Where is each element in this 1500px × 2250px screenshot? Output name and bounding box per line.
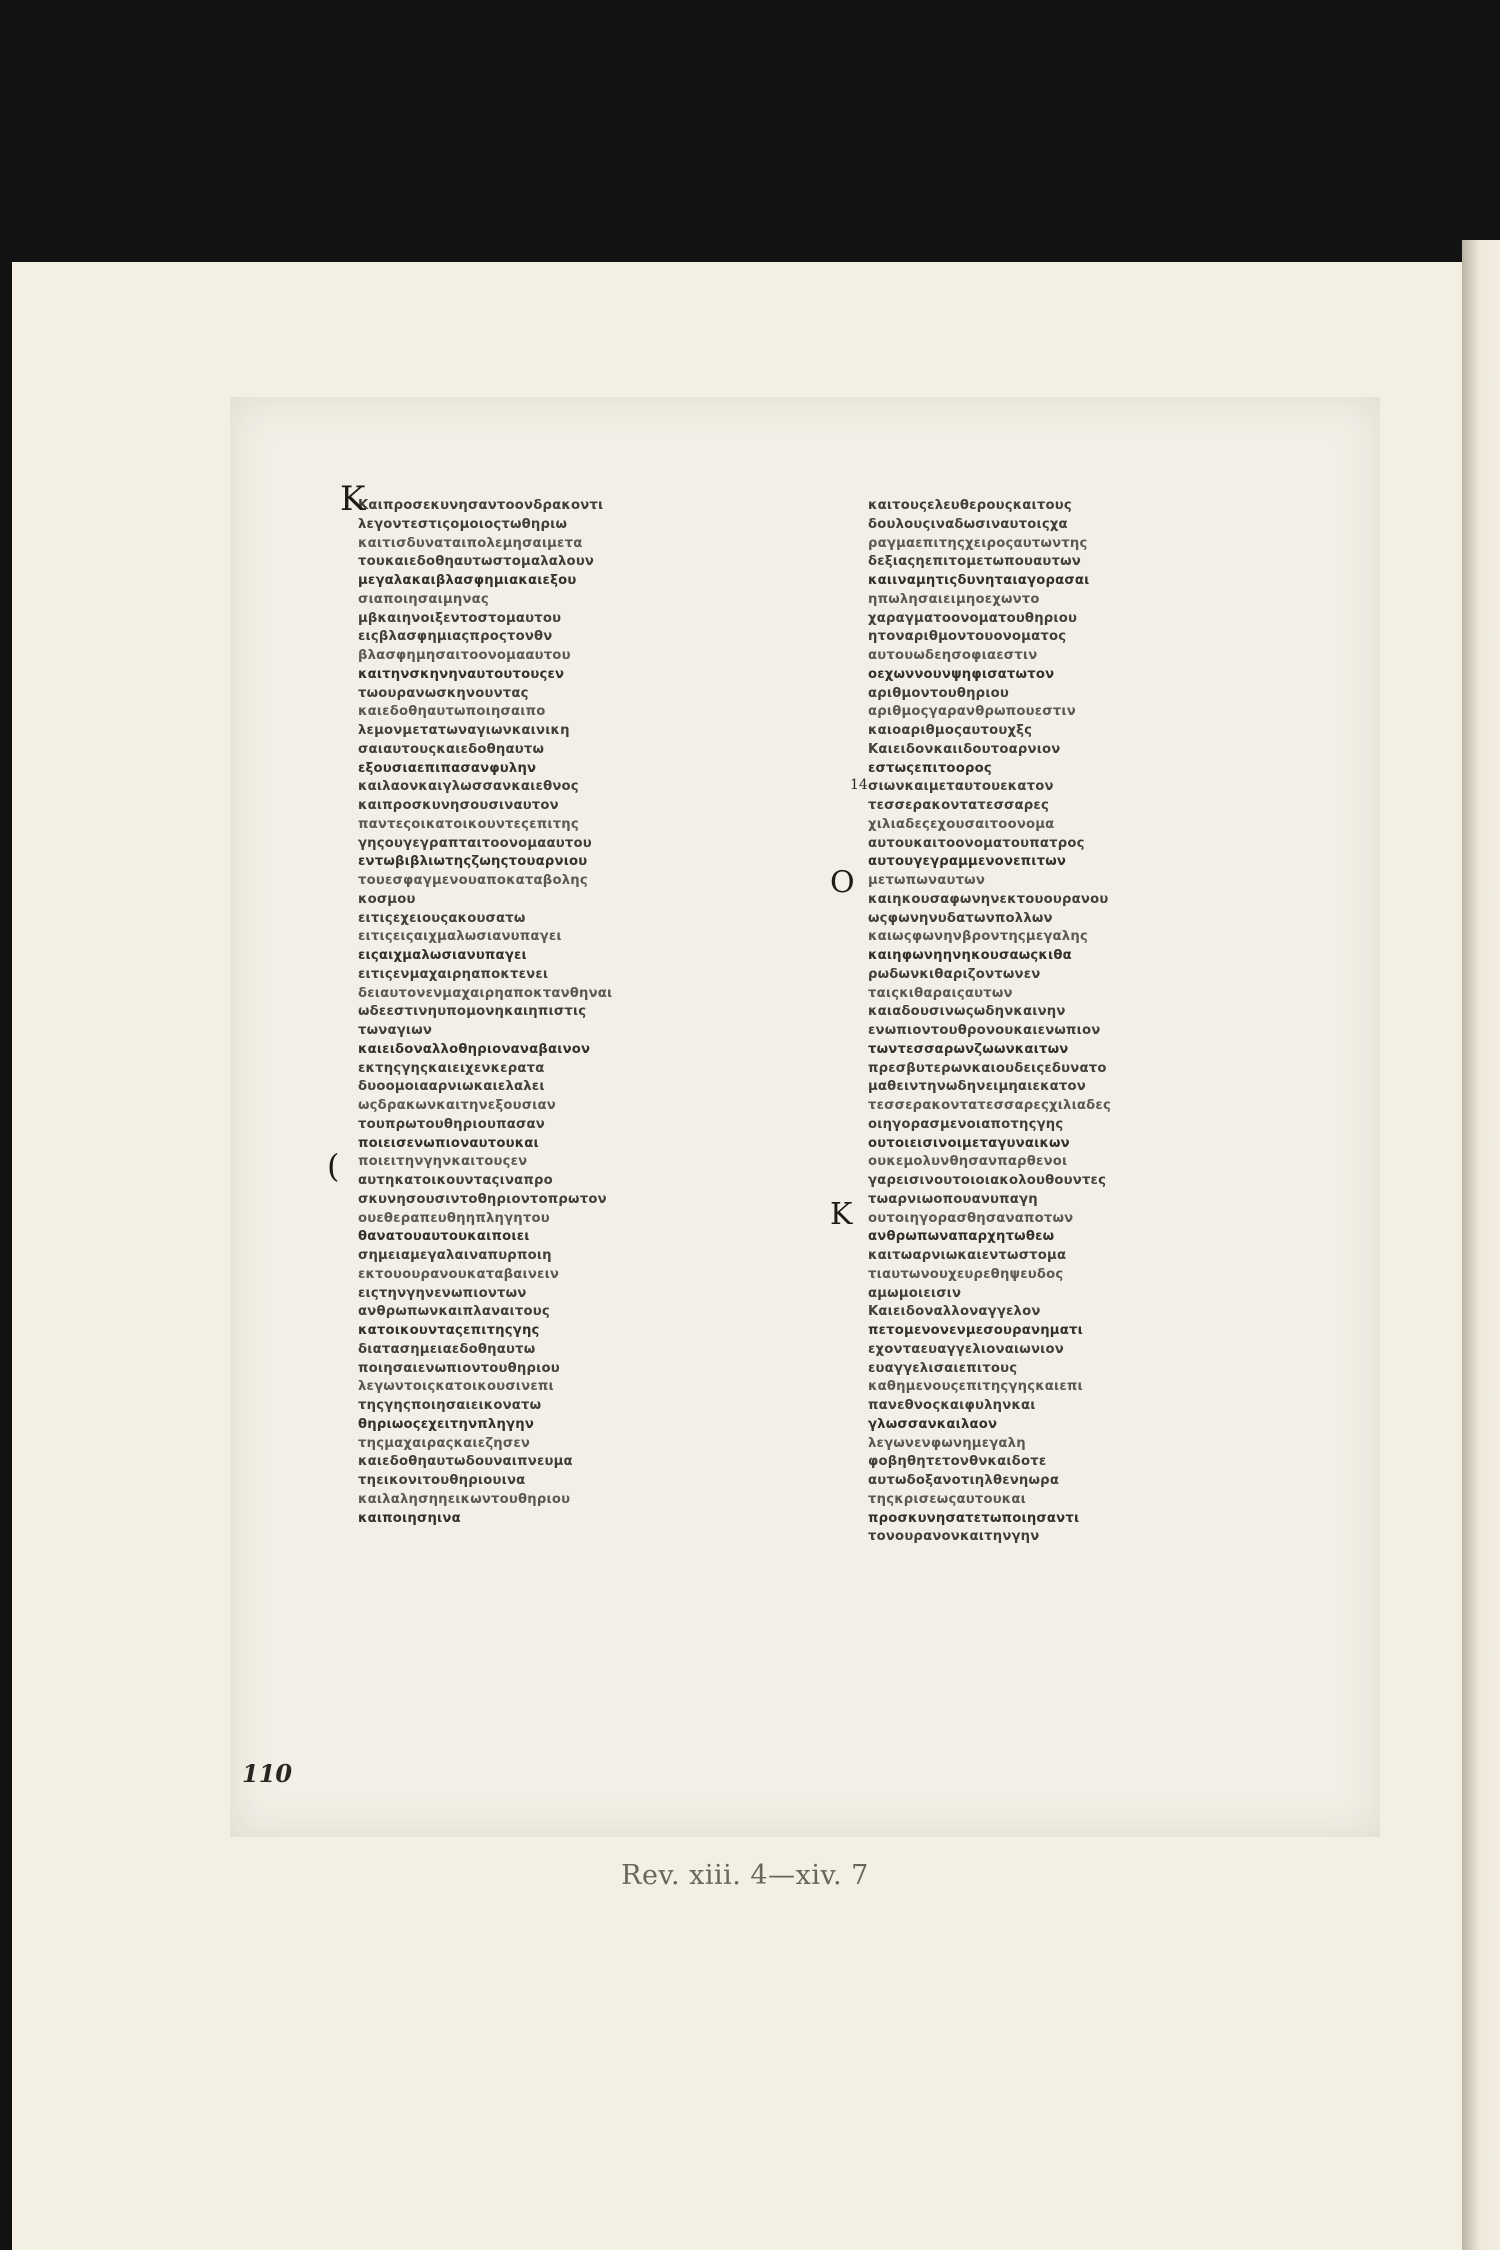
manuscript-line: τουεσφαγμενουαποκαταβολης <box>358 873 588 888</box>
left-text-column <box>358 497 788 1528</box>
manuscript-line: τωναγιων <box>358 1023 433 1038</box>
manuscript-line: τονουρανονκαιτηνγην <box>868 1529 1040 1545</box>
manuscript-line: χαραγματοονοματουθηριου <box>868 610 1078 626</box>
manuscript-line: δουλουςιναδωσιναυτοιςχα <box>868 516 1068 532</box>
manuscript-line: ποιειτηνγηνκαιτουςεν <box>358 1154 528 1170</box>
manuscript-line: γαρεισινουτοιοιακολουθουντες <box>868 1173 1107 1188</box>
manuscript-line: ποιησαιενωπιοντουθηριου <box>358 1360 560 1376</box>
manuscript-line: εκτηςγηςκαιειχενκερατα <box>358 1060 545 1076</box>
manuscript-line: ητοναριθμοντουονοματος <box>868 629 1067 645</box>
manuscript-line: καθημενουςεπιτηςγηςκαιεπι <box>868 1379 1083 1395</box>
manuscript-line: λεγωνενφωνημεγαλη <box>868 1435 1026 1451</box>
manuscript-line: λεμονμετατωναγιωνκαινικη <box>358 723 570 738</box>
manuscript-line: τωαρνιωοπουανυπαγη <box>868 1191 1038 1207</box>
manuscript-line: τηεικονιτουθηριουινα <box>358 1473 526 1488</box>
manuscript-line: ωςφωνηνυδατωνπολλων <box>868 910 1053 926</box>
manuscript-line: εχονταευαγγελιοναιωνιον <box>868 1341 1064 1357</box>
manuscript-line: εντωβιβλιωτηςζωηςτουαρνιου <box>358 854 588 870</box>
book-page <box>12 262 1478 2250</box>
manuscript-line: εξουσιαεπιπασανφυλην <box>358 760 537 776</box>
manuscript-line: καιωςφωνηνβροντηςμεγαλης <box>868 929 1088 945</box>
manuscript-line: φοβηθητετονθνκαιδοτε <box>868 1454 1047 1470</box>
manuscript-line: ταιςκιθαραιςαυτων <box>868 985 1013 1001</box>
manuscript-line: αυτουγεγραμμενονεπιτων <box>868 854 1067 870</box>
manuscript-line: καιαδουσινωςωδηνκαινην <box>868 1004 1066 1020</box>
manuscript-line: διατασημειαεδοθηαυτω <box>358 1341 536 1357</box>
initial-kappa-left: Κ <box>340 479 366 519</box>
manuscript-line: σιωνκαιμεταυτουεκατον <box>868 779 1054 795</box>
manuscript-line: ουεθεραπευθηηπληγητου <box>358 1210 550 1226</box>
manuscript-line: αυτωδοξανοτιηλθενηωρα <box>868 1473 1060 1488</box>
manuscript-line: ειτιςειςαιχμαλωσιανυπαγει <box>358 929 562 945</box>
manuscript-line: χιλιαδεςεχουσαιτοονομα <box>868 816 1055 832</box>
manuscript-line: σκυνησουσιντοθηριοντοπρωτον <box>358 1191 607 1207</box>
manuscript-line: ουτοιεισινοιμεταγυναικων <box>868 1135 1070 1151</box>
manuscript-line: πετομενονενμεσουρανηματι <box>868 1323 1083 1338</box>
manuscript-line: καιιναμητιςδυνηταιαγορασαι <box>868 573 1090 588</box>
manuscript-line: ειτιςενμαχαιρηαποκτενει <box>358 966 549 982</box>
manuscript-line: τουπρωτουθηριουπασαν <box>358 1116 545 1132</box>
manuscript-line: λεγοντεστιςομοιοςτωθηριω <box>358 516 568 532</box>
manuscript-line: Καιειδονκαιιδουτοαρνιον <box>868 741 1061 757</box>
manuscript-line: ενωπιοντουθρονουκαιενωπιον <box>868 1023 1101 1038</box>
manuscript-line: οιηγορασμενοιαποτηςγης <box>868 1116 1064 1132</box>
manuscript-line: πανεθνοςκαιφυληνκαι <box>868 1398 1036 1413</box>
paragraph-mark-left: ( <box>327 1147 340 1185</box>
manuscript-line: ειςαιχμαλωσιανυπαγει <box>358 948 527 963</box>
manuscript-line: πρεσβυτερωνκαιουδειςεδυνατο <box>868 1060 1107 1076</box>
manuscript-line: καιπροσκυνησουσιναυτον <box>358 798 559 813</box>
manuscript-line: καιηφωνηηνηκουσαωςκιθα <box>868 948 1072 963</box>
manuscript-line: καιλαλησηηεικωντουθηριου <box>358 1491 571 1507</box>
manuscript-line: τηςμαχαιραςκαιεζησεν <box>358 1435 531 1451</box>
manuscript-line: οεχωννουνψηφισατωτον <box>868 666 1055 682</box>
manuscript-line: εστωςεπιτοορος <box>868 760 992 776</box>
manuscript-line: μεγαλακαιβλασφημιακαιεξου <box>358 573 577 588</box>
manuscript-line: καιτηνσκηνηναυτουτουςεν <box>358 666 565 682</box>
manuscript-line: προσκυνησατετωποιησαντι <box>868 1510 1080 1526</box>
initial-omicron-right: Ο <box>830 865 855 900</box>
manuscript-line: καιεδοθηαυτωποιησαιπο <box>358 704 546 720</box>
manuscript-line: ανθρωπωναπαρχητωθεω <box>868 1229 1055 1245</box>
manuscript-line: κοσμου <box>358 891 416 907</box>
manuscript-line: κατοικουνταςεπιτηςγης <box>358 1323 540 1338</box>
manuscript-line: ηπωλησαιειμηοεχωντο <box>868 591 1040 607</box>
manuscript-line: γλωσσανκαιλαον <box>868 1416 998 1432</box>
manuscript-line: ειτιςεχειουςακουσατω <box>358 910 526 926</box>
folio-number: 110 <box>242 1759 293 1788</box>
manuscript-line: σημειαμεγαλαιναπυρποιη <box>358 1248 552 1263</box>
manuscript-line: τηςκρισεωςαυτουκαι <box>868 1491 1026 1507</box>
manuscript-line: γηςουγεγραπταιτοονομααυτου <box>358 835 592 851</box>
manuscript-line: μετωπωναυτων <box>868 873 986 888</box>
manuscript-line: ειςτηνγηνενωπιοντων <box>358 1285 527 1301</box>
right-text-column <box>868 497 1298 1547</box>
manuscript-line: αυτηκατοικουνταςιναπρο <box>358 1173 553 1188</box>
manuscript-line: μαθειντηνωδηνειμηαιεκατον <box>868 1079 1086 1095</box>
manuscript-line: δειαυτονενμαχαιρηαποκτανθηναι <box>358 985 613 1001</box>
manuscript-line: καιοαριθμοςαυτουχξς <box>868 723 1033 738</box>
marginal-number: 14 <box>850 777 868 793</box>
manuscript-line: σαιαυτουςκαιεδοθηαυτω <box>358 741 545 757</box>
manuscript-line: αριθμοντουθηριου <box>868 685 1010 701</box>
manuscript-line: εκτουουρανουκαταβαινειν <box>358 1266 560 1282</box>
manuscript-line: δυοομοιααρνιωκαιελαλει <box>358 1079 545 1095</box>
manuscript-line: καιεδοθηαυτωδουναιπνευμα <box>358 1454 573 1470</box>
manuscript-line: τεσσερακοντατεσσαρεςχιλιαδες <box>868 1098 1111 1113</box>
next-page-edge <box>1462 240 1500 2250</box>
manuscript-line: ρωδωνκιθαριζοντωνεν <box>868 966 1041 982</box>
manuscript-line: ειςβλασφημιαςπροςτονθν <box>358 629 553 645</box>
manuscript-line: ποιεισενωπιοναυτουκαι <box>358 1135 539 1151</box>
manuscript-line: Καιπροσεκυνησαντοονδρακοντι <box>358 498 604 513</box>
manuscript-line: τουκαιεδοθηαυτωστομαλαλουν <box>358 554 595 570</box>
manuscript-line: ραγμαεπιτηςχειροςαυτωντης <box>868 535 1088 551</box>
manuscript-line: ωδεεστινηυπομονηκαιηπιστις <box>358 1004 587 1020</box>
manuscript-line: καιτουςελευθερουςκαιτους <box>868 498 1072 513</box>
manuscript-line: καιειδοναλλοθηριοναναβαινον <box>358 1041 591 1057</box>
manuscript-line: θηριωοςεχειτηνπληγην <box>358 1416 534 1432</box>
manuscript-plate <box>230 397 1380 1837</box>
manuscript-line: καιποιησηινα <box>358 1510 461 1526</box>
manuscript-line: καιτισδυναταιπολεμησαιμετα <box>358 535 583 551</box>
manuscript-line: τηςγηςποιησαιεικονατω <box>358 1398 542 1413</box>
manuscript-line: αμωμοιεισιν <box>868 1285 962 1301</box>
manuscript-line: μβκαιηνοιξεντοστομαυτου <box>358 610 562 626</box>
plate-caption: Rev. xiii. 4—xiv. 7 <box>621 1860 869 1891</box>
manuscript-line: ευαγγελισαιεπιτους <box>868 1360 1018 1376</box>
manuscript-line: λεγωντοιςκατοικουσινεπι <box>358 1379 554 1395</box>
manuscript-line: ουτοιηγορασθησαναποτων <box>868 1210 1074 1226</box>
initial-kappa-right: Κ <box>830 1197 853 1232</box>
manuscript-line: Καιειδοναλλοναγγελον <box>868 1304 1041 1320</box>
manuscript-line: ανθρωπωνκαιπλαναιτους <box>358 1304 550 1320</box>
manuscript-line: σιαποιησαιμηνας <box>358 591 489 607</box>
manuscript-line: καιτωαρνιωκαιεντωστομα <box>868 1248 1067 1263</box>
manuscript-line: καιηκουσαφωνηνεκτουουρανου <box>868 891 1109 907</box>
manuscript-line: τωουρανωσκηνουντας <box>358 685 529 701</box>
manuscript-line: δεξιαςηεπιτομετωπουαυτων <box>868 554 1081 570</box>
manuscript-line: αυτουκαιτοονοματουπατρος <box>868 835 1085 851</box>
manuscript-line: τεσσερακοντατεσσαρες <box>868 798 1049 813</box>
manuscript-line: ωςδρακωνκαιτηνεξουσιαν <box>358 1098 556 1113</box>
manuscript-line: βλασφημησαιτοονομααυτου <box>358 648 571 663</box>
manuscript-line: καιλαονκαιγλωσσανκαιεθνος <box>358 779 579 795</box>
manuscript-line: τωντεσσαρωνζωωνκαιτων <box>868 1041 1069 1057</box>
manuscript-line: τιαυτωνουχευρεθηψευδος <box>868 1266 1064 1282</box>
manuscript-line: ουκεμολυνθησανπαρθενοι <box>868 1154 1068 1170</box>
manuscript-line: αυτουωδεησοφιαεστιν <box>868 648 1038 663</box>
manuscript-line: αριθμοςγαρανθρωπουεστιν <box>868 704 1076 720</box>
manuscript-line: παντεςοικατοικουντεςεπιτης <box>358 816 579 832</box>
manuscript-line: θανατουαυτουκαιποιει <box>358 1229 530 1245</box>
